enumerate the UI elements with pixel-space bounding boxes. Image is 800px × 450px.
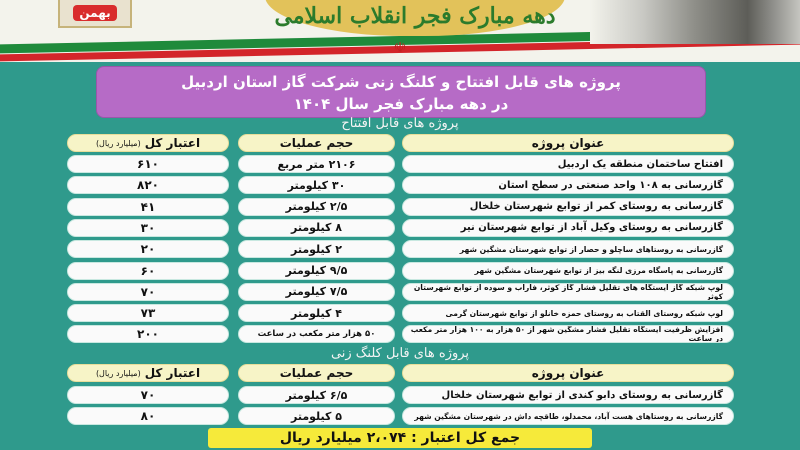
project-title-cell: گازرسانی به روستای وکیل آباد از توابع شهرستان نیر [402, 219, 734, 237]
project-title-cell: گازرسانی به روستای دابو کندی از توابع شهرستان خلخال [402, 386, 734, 404]
volume-cell: ۷/۵ کیلومتر [238, 283, 395, 301]
credit-cell: ۸۰ [67, 407, 229, 425]
header-banner [0, 0, 800, 62]
credit-cell: ۶۱۰ [67, 155, 229, 173]
column-header-volume: حجم عملیات [238, 364, 395, 382]
table-row [0, 386, 800, 406]
table-row [0, 155, 800, 175]
project-title-cell: لوپ شبکه روستای القتاب به روستای حمزه خانلو از توابع شهرستان گرمی [402, 304, 734, 322]
volume-cell: ۹/۵ کیلومتر [238, 262, 395, 280]
table-row [0, 325, 800, 345]
table-row [0, 262, 800, 282]
credit-cell: ۷۳ [67, 304, 229, 322]
column-header-credit-unit: (میلیارد ریال) [95, 138, 141, 148]
column-header-title: عنوان پروژه [402, 364, 734, 382]
table-row [0, 176, 800, 196]
table-row [0, 198, 800, 218]
groundbreaking-section-heading: پروژه های قابل کلنگ زنی [330, 346, 470, 361]
project-title-cell: گازرسانی به روستاهای ساچلو و حصار از توابع شهرستان مشگین شهر [402, 240, 734, 258]
table-row [0, 283, 800, 303]
table-row [0, 219, 800, 239]
volume-cell: ۴ کیلومتر [238, 304, 395, 322]
volume-cell: ۲/۵ کیلومتر [238, 198, 395, 216]
title-box [96, 66, 706, 118]
column-header-credit-label: اعتبار کل [144, 136, 201, 150]
column-header-credit [67, 134, 229, 152]
volume-cell: ۶/۵ کیلومتر [238, 386, 395, 404]
credit-cell: ۶۰ [67, 262, 229, 280]
bahman-badge-label: بهمن [73, 5, 116, 21]
opening-header-row [0, 134, 800, 154]
groundbreaking-header-row [0, 364, 800, 384]
volume-cell: ۸ کیلومتر [238, 219, 395, 237]
project-title-cell: گازرسانی به روستاهای هست آباد، محمدلو، طاقچه داش در شهرستان مشگین شهر [402, 407, 734, 425]
credit-cell: ۳۰ [67, 219, 229, 237]
table-row [0, 407, 800, 427]
credit-cell: ۸۲۰ [67, 176, 229, 194]
column-header-credit-label: اعتبار کل [144, 366, 201, 380]
title-line-2: در دهه مبارک فجر سال ۱۴۰۴ [293, 95, 509, 113]
credit-cell: ۲۰ [67, 240, 229, 258]
calligraphy-text: دهه مبارک فجر انقلاب اسلامی [274, 3, 556, 29]
project-title-cell: گازرسانی به پاسگاه مرزی لنگه بیز از توابع شهرستان مشگین شهر [402, 262, 734, 280]
project-title-cell: لوپ شبکه گاز ایستگاه های تقلیل فشار گاز کوثر، فاراب و سوده از توابع شهرستان کوثر [402, 283, 734, 301]
volume-cell: ۳۰ کیلومتر [238, 176, 395, 194]
iran-emblem-icon: ☫ [393, 40, 407, 56]
table-row [0, 304, 800, 324]
credit-cell: ۷۰ [67, 386, 229, 404]
header-photo [590, 0, 800, 44]
table-row [0, 240, 800, 260]
credit-cell: ۷۰ [67, 283, 229, 301]
column-header-volume: حجم عملیات [238, 134, 395, 152]
title-line-1: پروژه های قابل افتتاح و کلنگ زنی شرکت گاز استان اردبیل [181, 73, 621, 91]
opening-section-heading: پروژه های قابل افتتاح [341, 116, 459, 131]
project-title-cell: افتتاح ساختمان منطقه یک اردبیل [402, 155, 734, 173]
project-title-cell: افزایش ظرفیت ایستگاه تقلیل فشار مشگین شهر از ۵۰ هزار به ۱۰۰ هزار متر مکعب در ساعت [402, 325, 734, 343]
credit-cell: ۲۰۰ [67, 325, 229, 343]
project-title-cell: گازرسانی به ۱۰۸ واحد صنعتی در سطح استان [402, 176, 734, 194]
volume-cell: ۵۰ هزار متر مکعب در ساعت [238, 325, 395, 343]
column-header-credit [67, 364, 229, 382]
credit-cell: ۴۱ [67, 198, 229, 216]
column-header-credit-unit: (میلیارد ریال) [95, 368, 141, 378]
project-title-cell: گازرسانی به روستای کمر از توابع شهرستان خلخال [402, 198, 734, 216]
total-credit-box: جمع کل اعتبار : ۲،۰۷۴ میلیارد ریال [208, 428, 592, 448]
volume-cell: ۵ کیلومتر [238, 407, 395, 425]
calligraphy-logo [265, 0, 565, 36]
volume-cell: ۲۱۰۶ متر مربع [238, 155, 395, 173]
bahman-badge [58, 0, 132, 28]
column-header-title: عنوان پروژه [402, 134, 734, 152]
volume-cell: ۲ کیلومتر [238, 240, 395, 258]
